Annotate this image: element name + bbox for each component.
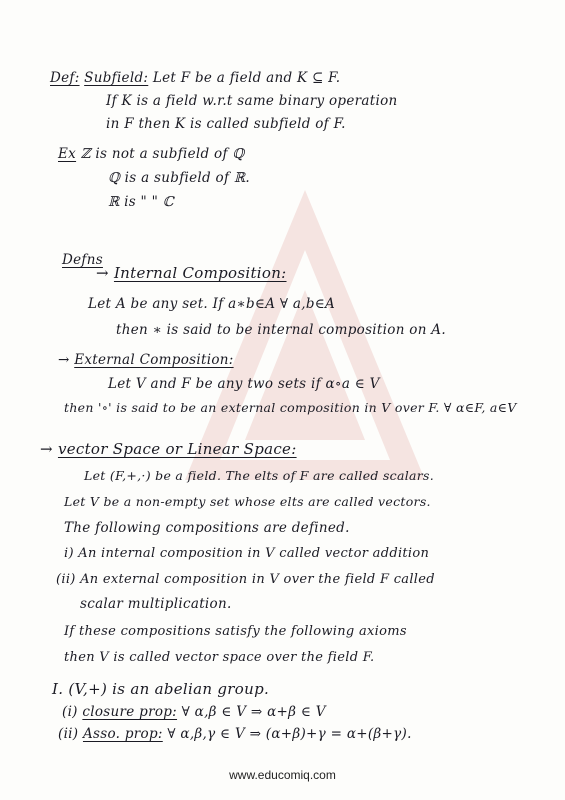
note-line: The following compositions are defined. xyxy=(64,520,350,536)
external-composition-heading: → External Composition: xyxy=(58,352,234,368)
watermark-logo xyxy=(175,180,435,510)
note-line: ℝ is " " ℂ xyxy=(108,194,174,210)
note-line: then ∗ is said to be internal composition on A. xyxy=(116,322,446,338)
defs-heading: Defns xyxy=(62,252,103,268)
note-line: then '∘' is said to be an external composition in V over F. ∀ α∈F, a∈V xyxy=(64,400,517,415)
note-line: scalar multiplication. xyxy=(80,596,232,612)
asso-prop-line: (ii) Asso. prop: ∀ α,β,γ ∈ V ⇒ (α+β)+γ = α+(β+γ). xyxy=(58,726,412,742)
def-subfield-heading: Def: Subfield: Let F be a field and K ⊆ F. xyxy=(50,70,341,86)
note-line: ℚ is a subfield of ℝ. xyxy=(108,170,250,186)
note-line: Let (F,+,·) be a field. The elts of F are called scalars. xyxy=(84,468,435,483)
note-line: then V is called vector space over the field F. xyxy=(64,650,375,665)
example-line: Ex ℤ is not a subfield of ℚ xyxy=(58,146,245,162)
note-line: Let A be any set. If a∗b∈A ∀ a,b∈A xyxy=(88,296,336,312)
vector-space-heading: → vector Space or Linear Space: xyxy=(40,440,297,458)
note-line: Let V be a non-empty set whose elts are called vectors. xyxy=(64,494,431,509)
note-line: i) An internal composition in V called vector addition xyxy=(64,546,430,561)
closure-prop-line: (i) closure prop: ∀ α,β ∈ V ⇒ α+β ∈ V xyxy=(62,704,326,720)
note-line: If these compositions satisfy the following axioms xyxy=(64,624,407,639)
footer-url: www.educomiq.com xyxy=(229,768,336,782)
note-line: Let V and F be any two sets if α∘a ∈ V xyxy=(108,376,380,392)
note-line: (ii) An external composition in V over the field F called xyxy=(56,572,435,587)
note-line: If K is a field w.r.t same binary operation xyxy=(106,93,398,109)
note-line: in F then K is called subfield of F. xyxy=(106,116,346,132)
internal-composition-heading: → Internal Composition: xyxy=(96,264,287,282)
axiom-group-line: Ⅰ. (V,+) is an abelian group. xyxy=(52,680,270,698)
